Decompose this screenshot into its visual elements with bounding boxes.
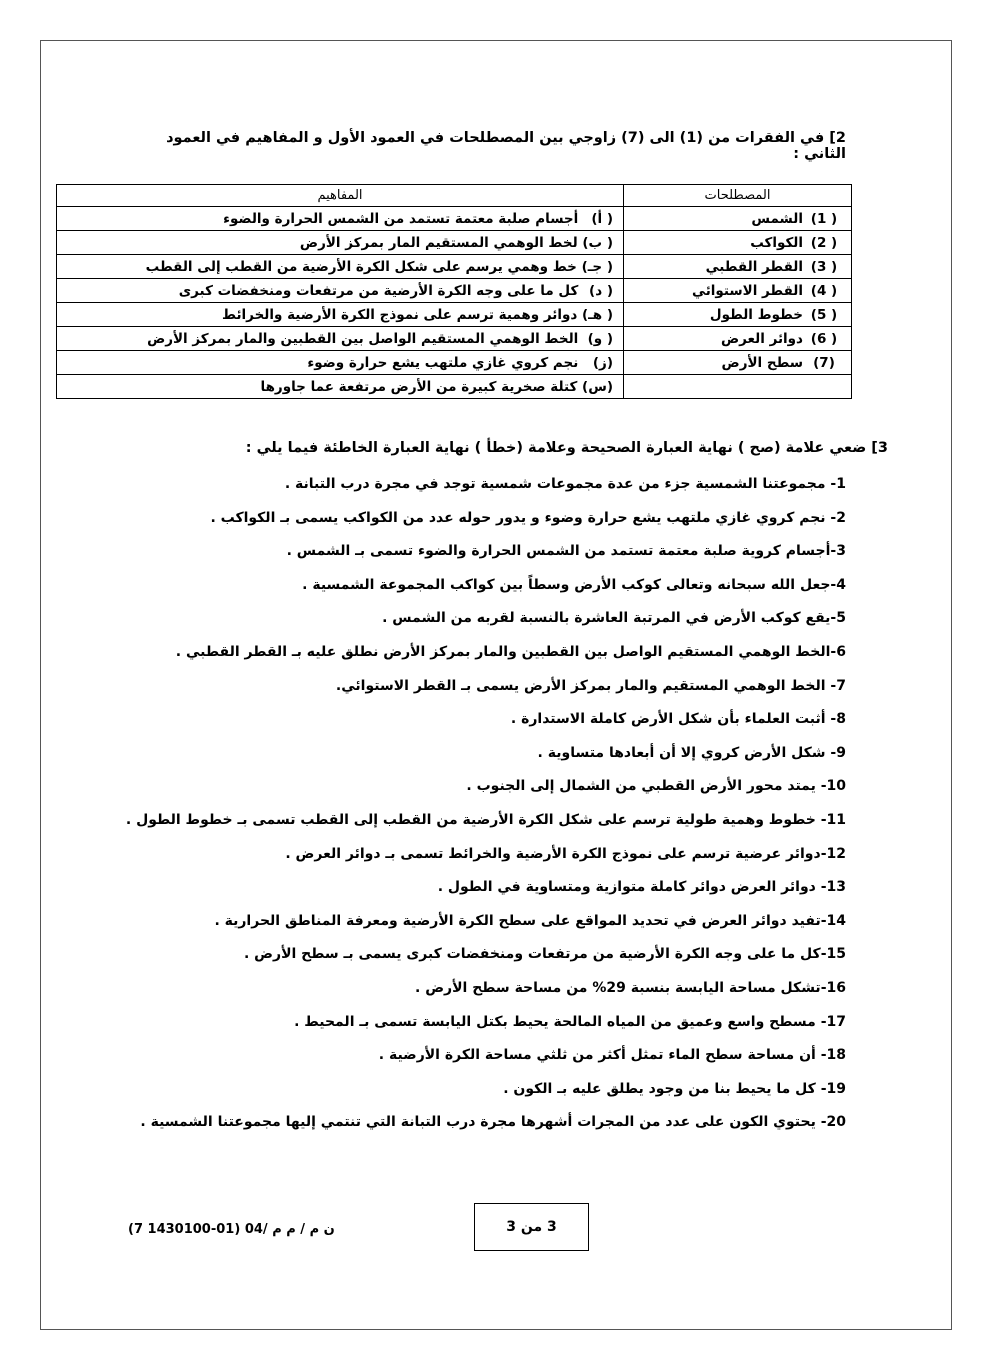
concept-text: أجسام صلبة معتمة تستمد من الشمس الحرارة والضوء [223,210,579,227]
concept-letter: ( هـ) [581,306,613,323]
term-label: دوائر العرض [721,330,803,347]
term-cell [624,351,852,375]
statement-item: 4-جعل الله سبحانه وتعالى كوكب الأرض وسطاً بين كواكب المجموعة الشمسية . [302,576,846,593]
statement-item: 10- يمتد محور الأرض القطبي من الشمال إلى الجنوب . [466,778,846,795]
term-label: الشمس [751,210,803,227]
term-cell [624,303,852,327]
concept-cell [57,279,624,303]
concept-cell [57,231,624,255]
term-cell [624,279,852,303]
question-3-heading: 3] ضعي علامة (صح ) نهاية العبارة الصحيحة وعلامة (خطأ ) نهاية العبارة الخاطئة فيما يلي : [245,440,888,456]
document-code: ن م / م م /04 (01-1430100 7) [128,1222,335,1237]
term-label: القطر القطبي [705,258,803,275]
true-false-statements [126,470,846,1142]
concept-text: خط وهمي يرسم على شكل الكرة الأرضية من القطب إلى القطب [145,258,577,275]
concept-cell [57,327,624,351]
table-row [57,351,852,375]
statement-item: 13- دوائر العرض دوائر كاملة متوازية ومتساوية في الطول . [437,879,846,896]
statement-item: 9- شكل الأرض كروي إلا أن أبعادها متساوية . [537,744,846,761]
concept-text: دوائر وهمية ترسم على نموذج الكرة الأرضية والخرائط [222,306,578,323]
term-number: ( 5) [810,306,838,323]
concept-text: كتلة صخرية كبيرة من الأرض مرتفعة عما جاورها [260,378,578,395]
statement-item: 3-أجسام كروية صلبة معتمة تستمد من الشمس الحرارة والضوء تسمى بـ الشمس . [286,543,846,560]
concept-cell [57,303,624,327]
term-label: الكواكب [750,234,803,251]
concept-letter: ( د) [589,282,613,299]
concept-cell [57,255,624,279]
table-row [57,327,852,351]
statement-item: 18- أن مساحة سطح الماء تمثل أكثر من ثلثي مساحة الكرة الأرضية . [378,1047,846,1064]
matching-table [56,184,852,399]
term-label: سطح الأرض [721,354,803,371]
concept-cell [57,375,624,399]
term-label: القطر الاستوائي [692,282,803,299]
term-number: ( 1) [810,210,838,227]
table-row [57,255,852,279]
statement-item: 16-تشكل مساحة اليابسة بنسبة 29% من مساحة سطح الأرض . [415,979,846,996]
concept-letter: ( و) [587,330,613,347]
term-cell [624,375,852,399]
table-row [57,303,852,327]
concept-letter: ( أ) [591,210,613,227]
table-header-row [57,185,852,207]
statement-item: 7- الخط الوهمي المستقيم والمار بمركز الأرض يسمى بـ القطر الاستوائي. [335,677,846,694]
statement-item: 12-دوائر عرضية ترسم على نموذج الكرة الأرضية والخرائط تسمى بـ دوائر العرض . [285,845,846,862]
table-row [57,375,852,399]
term-number: ( 6) [810,330,838,347]
term-cell [624,231,852,255]
term-cell [624,327,852,351]
concept-letter: ( ب) [582,234,613,251]
question-2-heading: 2] في الفقرات من (1) الى (7) زاوجي بين المصطلحات في العمود الأول و المفاهيم في العمود الثاني : [166,130,846,162]
term-number: ( 4) [810,282,838,299]
term-number: ( 2) [810,234,838,251]
concept-text: لخط الوهمي المستقيم المار بمركز الأرض [299,234,578,251]
statement-item: 17- مسطح واسع وعميق من المياه المالحة يحيط بكتل اليابسة تسمى بـ المحيط . [294,1013,846,1030]
statement-item: 6-الخط الوهمي المستقيم الواصل بين القطبين والمار بمركز الأرض نطلق عليه بـ القطر القطبي . [175,643,846,660]
concept-cell [57,351,624,375]
statement-item: 20- يحتوي الكون على عدد من المجرات أشهرها مجرة درب التبانة التي تنتمي إليها مجموعتنا الشمسية . [140,1114,846,1131]
page-number: 3 من 3 [474,1203,589,1251]
term-number: ( 3) [810,258,838,275]
concepts-column-header: المفاهيم [57,185,624,207]
concept-letter: ( جـ) [581,258,613,275]
table-row [57,207,852,231]
statement-item: 11- خطوط وهمية طولية ترسم على شكل الكرة الأرضية من القطب إلى القطب تسمى بـ خطوط الطول . [125,811,846,828]
concept-text: كل ما على وجه الكرة الأرضية من مرتفعات ومنخفضات كبرى [178,282,579,299]
term-cell [624,255,852,279]
term-number: (7) [813,354,835,371]
terms-column-header: المصطلحات [624,185,852,207]
table-row [57,279,852,303]
statement-item: 8- أثبت العلماء بأن شكل الأرض كاملة الاستدارة . [510,711,846,728]
statement-item: 14-تفيد دوائر العرض في تحديد المواقع على سطح الكرة الأرضية ومعرفة المناطق الحرارية . [214,912,846,929]
concept-letter: (ز) [592,354,613,371]
concept-text: نجم كروي غازي ملتهب يشع حرارة وضوء [307,354,579,371]
term-cell [624,207,852,231]
concept-text: الخط الوهمي المستقيم الواصل بين القطبين والمار بمركز الأرض [147,330,579,347]
statement-item: 19- كل ما يحيط بنا من وجود يطلق عليه بـ الكون . [503,1080,846,1097]
statement-item: 1- مجموعتنا الشمسية جزء من عدة مجموعات شمسية توجد في مجرة درب التبانة . [284,476,846,492]
statement-item: 5-يقع كوكب الأرض في المرتبة العاشرة بالنسبة لقربه من الشمس . [382,610,846,627]
concept-cell [57,207,624,231]
term-label: خطوط الطول [709,306,803,323]
table-row [57,231,852,255]
statement-item: 15-كل ما على وجه الكرة الأرضية من مرتفعات ومنخفضات كبرى يسمى بـ سطح الأرض . [243,946,846,963]
statement-item: 2- نجم كروي غازي ملتهب يشع حرارة وضوء و يدور حوله عدد من الكواكب يسمى بـ الكواكب . [210,509,846,526]
concept-letter: (س) [582,378,613,395]
